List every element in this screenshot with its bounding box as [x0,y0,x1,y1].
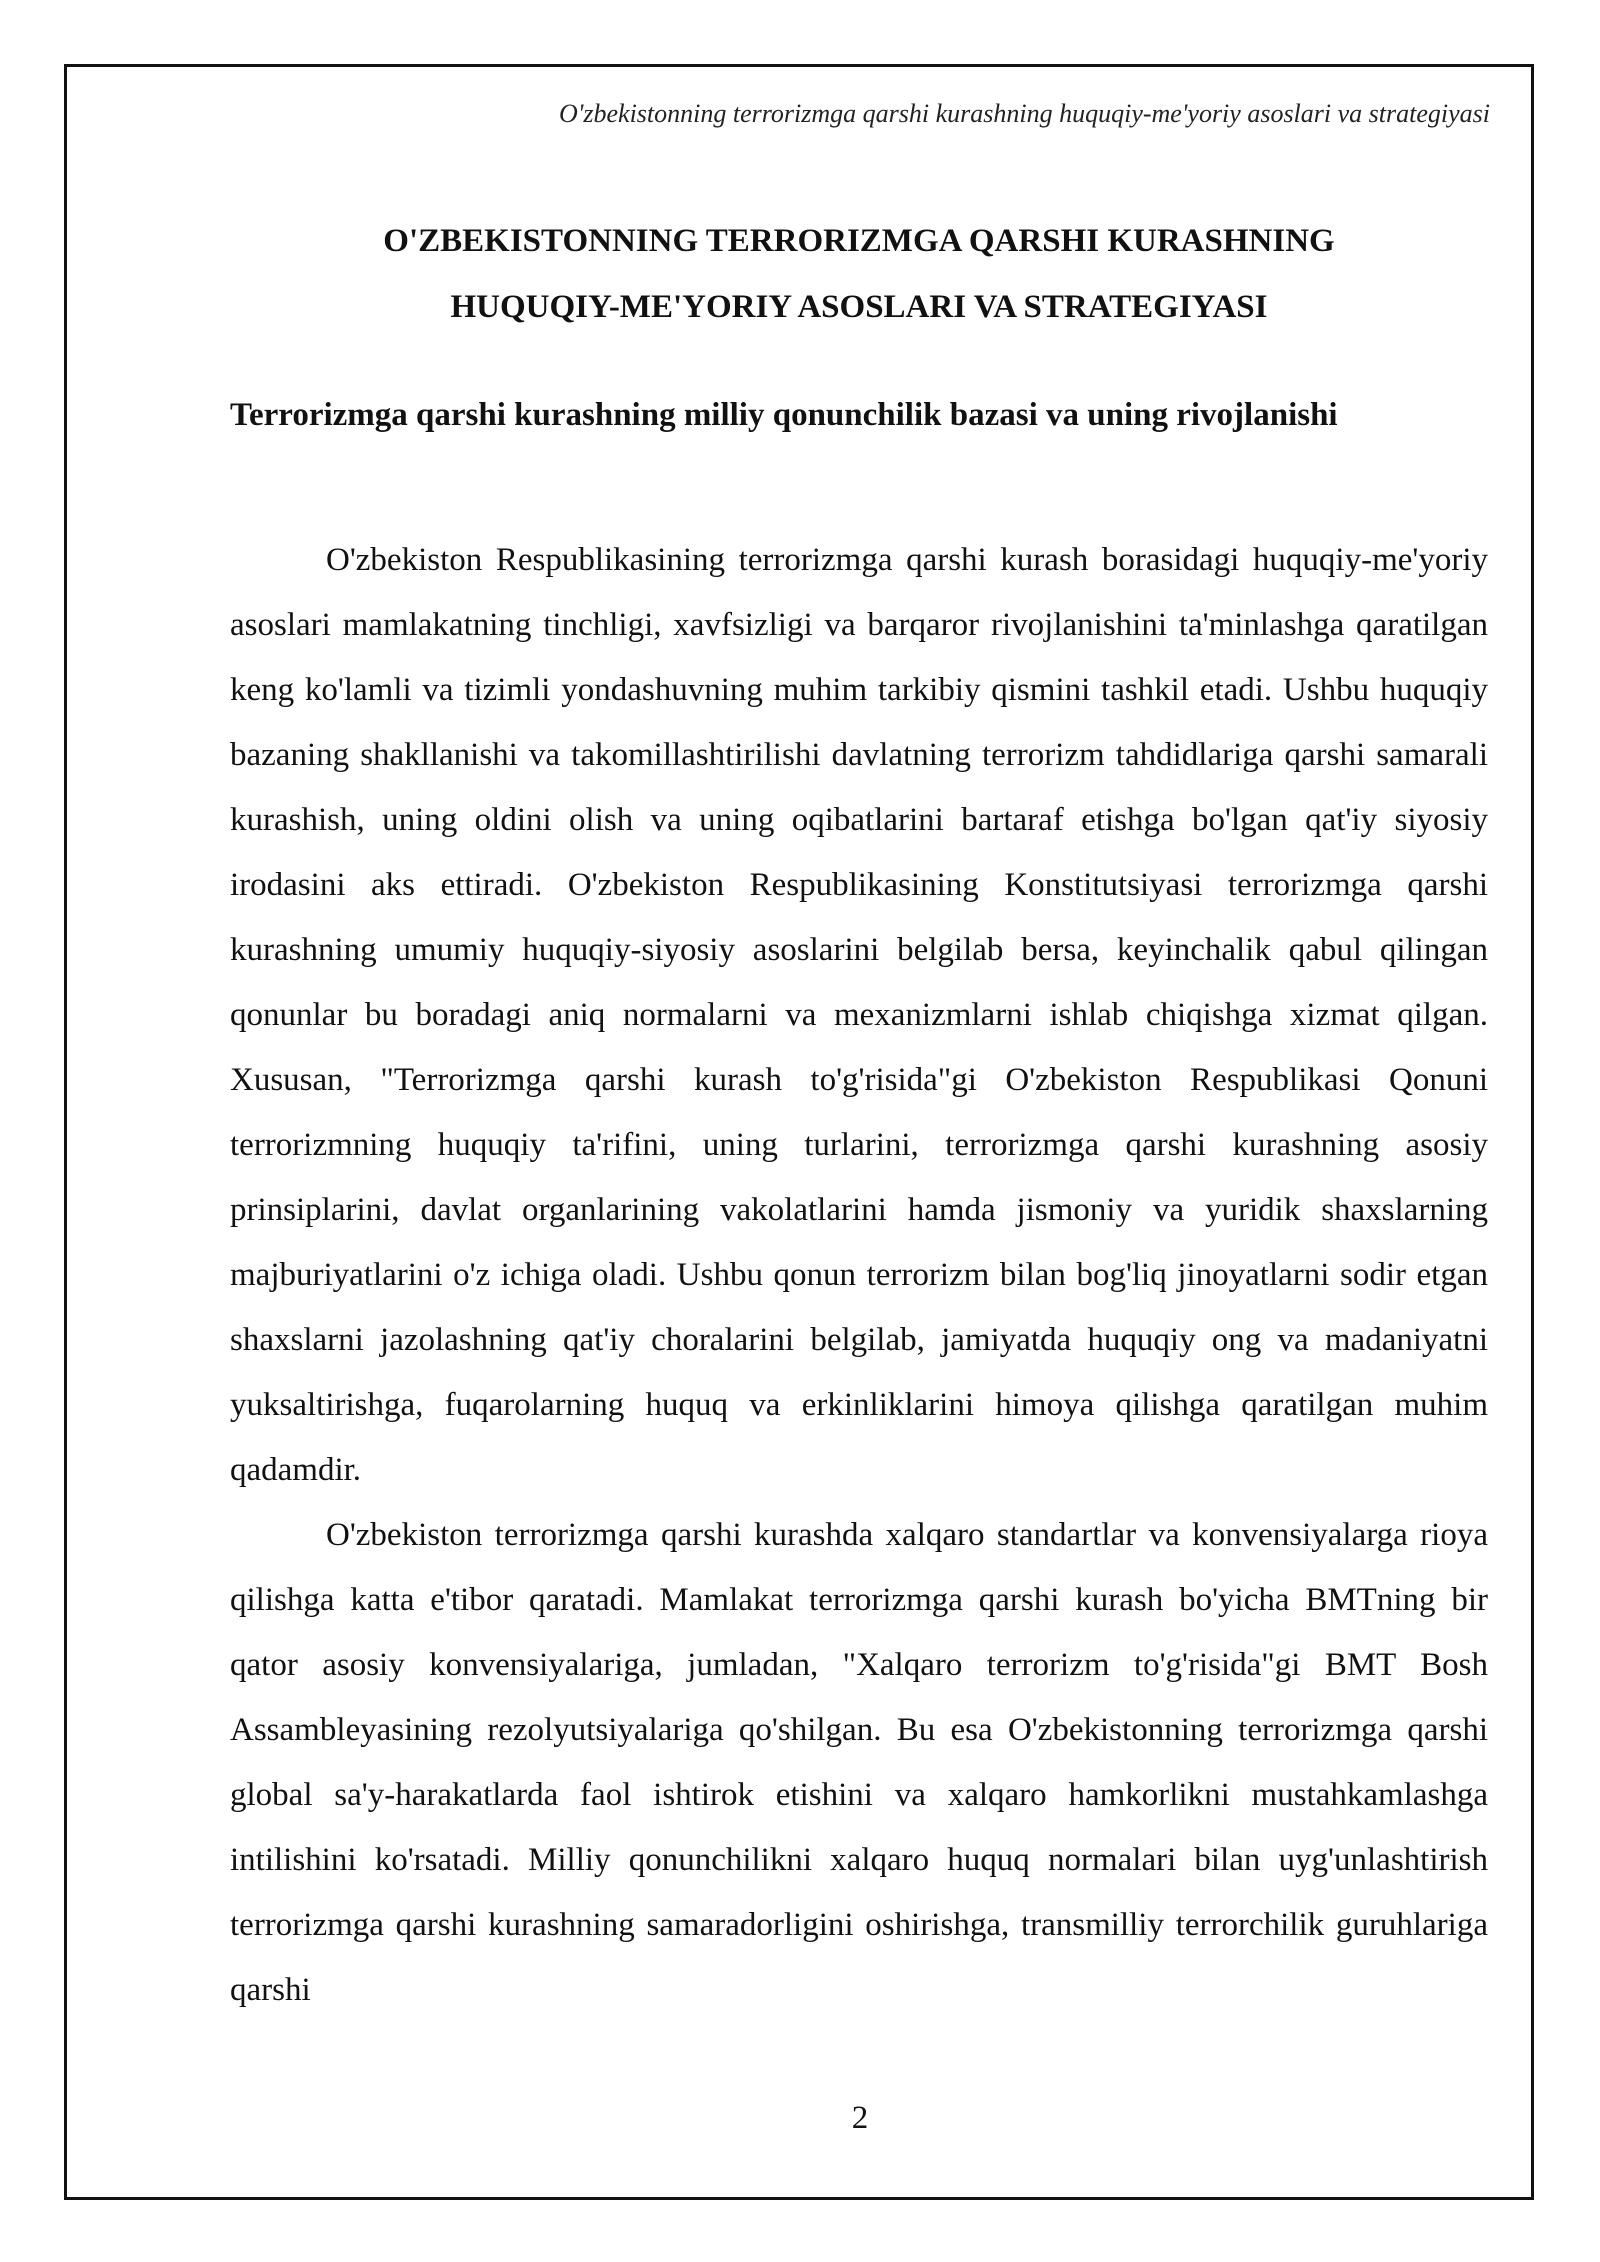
page-number: 2 [851,2100,869,2136]
paragraph-2: O'zbekiston terrorizmga qarshi kurashda xalqaro standartlar va konvensiyalarga rioya qilishga katta e'tibor qaratadi. Mamlakat terrorizmga qarshi kurash bo'yicha BMTning bir qator asosiy konvensiyalariga, jumladan, "Xalqaro terrorizm to'g'risida"gi BMT Bosh Assambleyasining rezolyutsiyalariga qo'shilgan. Bu esa O'zbekistonning terrorizmga qarshi global sa'y-harakatlarda faol ishtirok etishini va xalqaro hamkorlikni mustahkamlashga intilishini ko'rsatadi. Milliy qonunchilikni xalqaro huquq normalari bilan uyg'unlashtirish terrorizmga qarshi kurashning samaradorligini oshirishga, transmilliy terrorchilik guruhlariga qarshi [230,1517,1488,2008]
paragraph-1: O'zbekiston Respublikasining terrorizmga qarshi kurash borasidagi huquqiy-me'yoriy asoslari mamlakatning tinchligi, xavfsizligi va barqaror rivojlanishini ta'minlashga qaratilgan keng ko'lamli va tizimli yondashuvning muhim tarkibiy qismini tashkil etadi. Ushbu huquqiy bazaning shakllanishi va takomillashtirilishi davlatning terrorizm tahdidlariga qarshi samarali kurashish, uning oldini olish va uning oqibatlarini bartaraf etishga bo'lgan qat'iy siyosiy irodasini aks ettiradi. O'zbekiston Respublikasining Konstitutsiyasi terrorizmga qarshi kurashning umumiy huquqiy-siyosiy asoslarini belgilab bersa, keyinchalik qabul qilingan qonunlar bu boradagi aniq normalarni va mexanizmlarni ishlab chiqishga xizmat qilgan. Xususan, "Terrorizmga qarshi kurash to'g'risida"gi O'zbekiston Respublikasi Qonuni terrorizmning huquqiy ta'rifini, uning turlarini, terrorizmga qarshi kurashning asosiy prinsiplarini, davlat organlarining vakolatlarini hamda jismoniy va yuridik shaxslarning majburiyatlarini o'z ichiga oladi. Ushbu qonun terrorizm bilan bog'liq jinoyatlarni sodir etgan shaxslarni jazolashning qat'iy choralarini belgilab, jamiyatda huquqiy ong va madaniyatni yuksaltirishga, fuqarolarning huquq va erkinliklarini himoya qilishga qaratilgan muhim qadamdir. [230,542,1488,1488]
document-title-line-2: HUQUQIY-ME'YORIY ASOSLARI VA STRATEGIYASI [450,289,1268,325]
document-title [230,208,1488,340]
body-text [230,528,1488,2023]
section-heading: Terrorizmga qarshi kurashning milliy qonunchilik bazasi va uning rivojlanishi [230,397,1338,433]
document-title-line-1: O'ZBEKISTONNING TERRORIZMGA QARSHI KURASHNING [383,223,1335,259]
running-header: O'zbekistonning terrorizmga qarshi kurashning huquqiy-me'yoriy asoslari va strategiyasi [559,99,1490,128]
